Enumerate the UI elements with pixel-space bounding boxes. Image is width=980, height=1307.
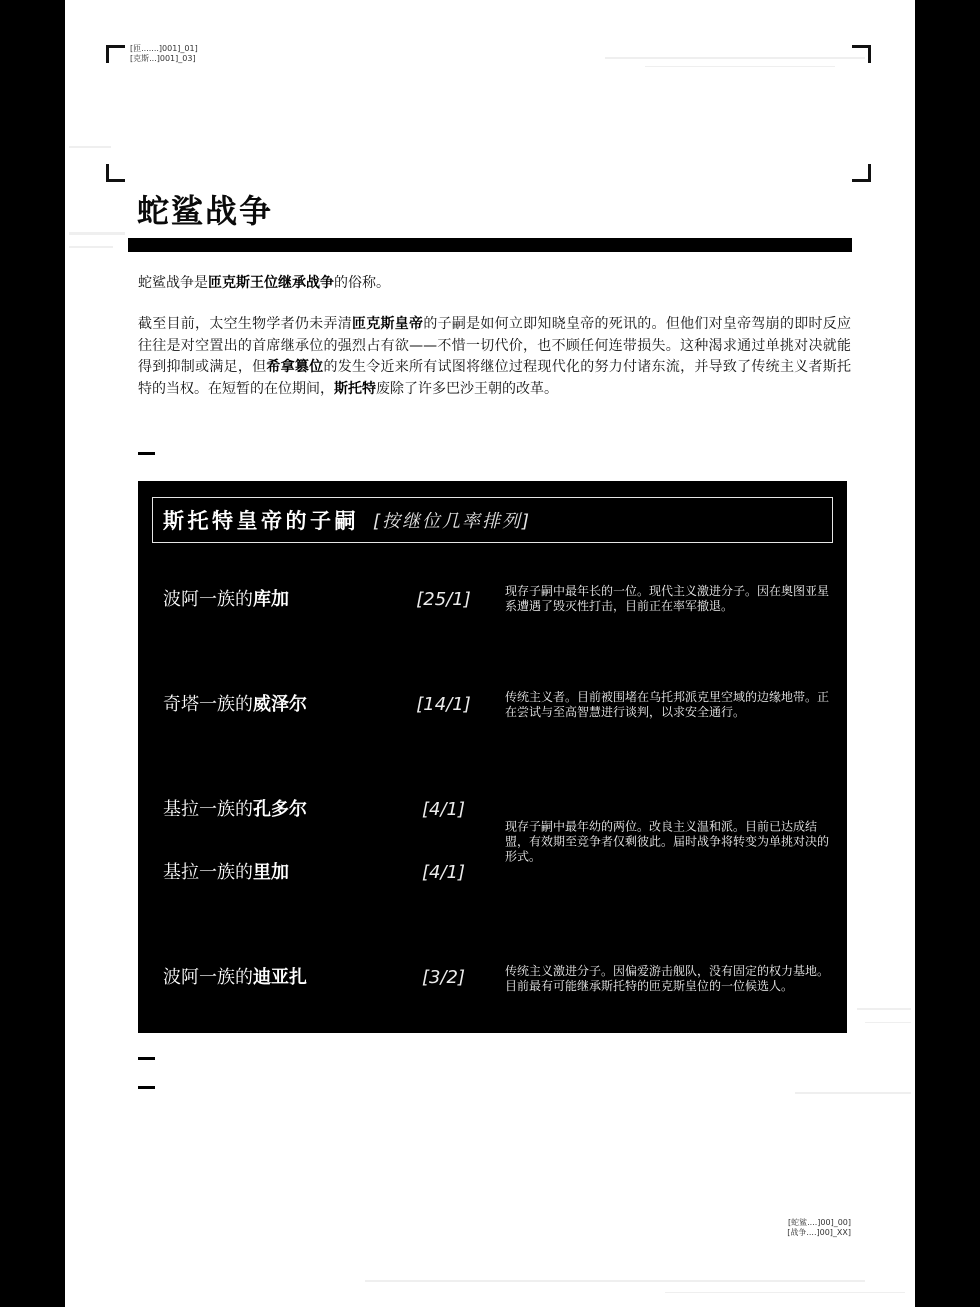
body-text: 的子嗣是如何立即知晓皇帝的死讯的。但他们对皇帝驾崩的即时反应往往是对空置出的首席继承位的强烈占有欲——不惜一切代价，也不顾任何连带损失。这种渴求通过单挑对决就能得到抑制或满足，但 — [138, 316, 852, 376]
heir-odds: [3/2] — [421, 967, 465, 988]
heir-name: 迪亚扎 — [253, 967, 307, 988]
corner-bracket-top-right — [852, 45, 871, 63]
intro-text: 蛇鲨战争是 — [138, 275, 208, 291]
background-noise — [645, 66, 835, 67]
corner-bracket-bottom-left — [106, 164, 125, 182]
document-page — [65, 0, 915, 1307]
heir-name: 库加 — [253, 589, 289, 610]
body-text: 废除了许多巴沙王朝的改革。 — [376, 381, 558, 398]
heir-clan: 奇塔一族的 — [163, 694, 253, 715]
heir-note: 传统主义激进分子。因偏爱游击舰队，没有固定的权力基地。目前最有可能继承斯托特的匝克斯皇位的一位候选人。 — [505, 963, 830, 993]
background-noise — [69, 146, 111, 148]
heir-name: 威泽尔 — [253, 694, 307, 715]
section-dash — [138, 452, 155, 455]
footer-codes — [751, 1218, 851, 1238]
background-noise — [69, 232, 125, 235]
heir-name: 孔多尔 — [253, 799, 307, 820]
body-emphasis: 希拿篡位 — [266, 359, 324, 376]
heirs-table — [138, 481, 847, 1033]
background-noise — [795, 1092, 911, 1094]
heirs-table-subtitle: [按继位几率排列] — [373, 511, 532, 532]
body-paragraph — [138, 314, 851, 401]
page-title: 蛇鲨战争 — [137, 192, 274, 230]
heir-row — [163, 860, 493, 886]
heir-row — [163, 692, 493, 718]
heir-clan: 波阿一族的 — [163, 589, 253, 610]
heir-clan: 波阿一族的 — [163, 967, 253, 988]
heir-odds: [4/1] — [421, 862, 465, 883]
body-emphasis: 斯托特 — [334, 381, 376, 398]
corner-bracket-top-left — [106, 45, 125, 63]
intro-paragraph — [138, 273, 851, 293]
section-dash — [138, 1057, 155, 1060]
title-underline-bar — [128, 238, 852, 252]
background-noise — [865, 1022, 911, 1023]
body-text: 截至目前，太空生物学者仍未弄清 — [138, 316, 352, 332]
heir-row — [163, 587, 493, 613]
header-code: [匝.......]001]_01] — [130, 44, 198, 53]
heir-odds: [25/1] — [416, 589, 471, 610]
background-noise — [665, 1292, 905, 1293]
header-codes — [130, 44, 198, 64]
heir-odds: [14/1] — [416, 694, 471, 715]
heir-note: 现存子嗣中最年长的一位。现代主义激进分子。因在奥图亚星系遭遇了毁灭性打击，目前正在率军撤退。 — [505, 583, 830, 613]
heir-clan: 基拉一族的 — [163, 862, 253, 883]
header-code: [克斯...]001]_03] — [130, 54, 196, 63]
heirs-table-title: 斯托特皇帝的子嗣 — [163, 509, 359, 533]
heir-row — [163, 965, 493, 991]
footer-code: [蛇鲨....]00]_00] — [787, 1218, 851, 1227]
background-noise — [857, 1008, 911, 1010]
body-emphasis: 匝克斯皇帝 — [351, 316, 424, 332]
heir-note: 现存子嗣中最年幼的两位。改良主义温和派。目前已达成结盟，有效期至竞争者仅剩彼此。届时战争将转变为单挑对决的形式。 — [505, 819, 830, 863]
heirs-table-header — [152, 497, 833, 543]
footer-code: [战争....]00]_XX] — [787, 1228, 851, 1237]
corner-bracket-bottom-right — [852, 164, 871, 182]
body-text: 的发生令近来所有试图将继位过程现代化的努力付诸东流，并导致了传统主义者斯托特的当权。在短暂的在位期间， — [138, 359, 852, 398]
section-dash — [138, 1086, 155, 1089]
background-noise — [605, 57, 865, 59]
heir-name: 里加 — [253, 862, 289, 883]
heir-row — [163, 797, 493, 823]
heir-clan: 基拉一族的 — [163, 799, 253, 820]
background-noise — [365, 1280, 865, 1282]
intro-emphasis: 匝克斯王位继承战争 — [208, 275, 334, 291]
intro-text: 的俗称。 — [334, 275, 390, 291]
heir-note: 传统主义者。目前被围堵在乌托邦派克里空域的边缘地带。正在尝试与至高智慧进行谈判，以求安全通行。 — [505, 690, 830, 719]
heir-odds: [4/1] — [421, 799, 465, 820]
background-noise — [69, 246, 113, 248]
